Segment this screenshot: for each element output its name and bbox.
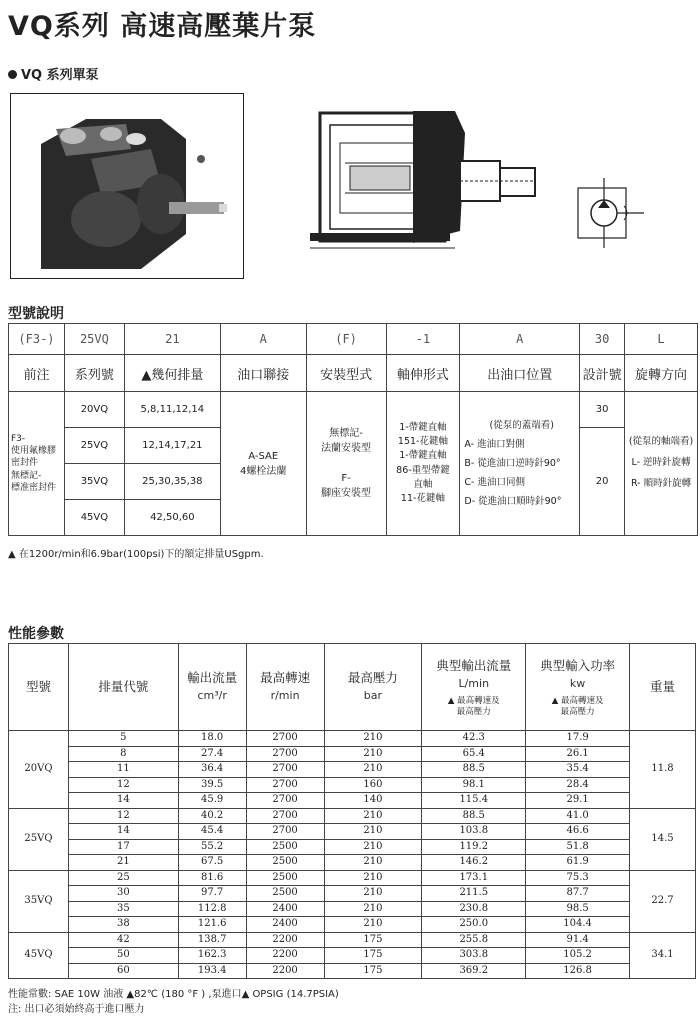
table-cell: 18.0 — [178, 731, 246, 747]
table-cell: 105.2 — [526, 948, 630, 964]
page-title: VQ系列 高速高壓葉片泵 — [8, 11, 317, 42]
model-cell: 45VQ — [9, 932, 69, 979]
table-cell: 210 — [324, 746, 422, 762]
table-cell: 2500 — [246, 870, 324, 886]
table-row — [9, 932, 696, 948]
table-cell: 210 — [324, 901, 422, 917]
table-cell: 42.3 — [422, 731, 526, 747]
weight-cell: 14.5 — [630, 808, 696, 870]
table-cell: 45.4 — [178, 824, 246, 840]
table-cell: 2400 — [246, 901, 324, 917]
table-row — [9, 746, 696, 762]
table-cell: 42 — [68, 932, 178, 948]
table-cell: 210 — [324, 855, 422, 871]
table-cell: 8 — [68, 746, 178, 762]
model-footnote: ▲ 在1200r/min和6.9bar(100psi)下的額定排量USgpm. — [8, 549, 264, 560]
table-cell: 210 — [324, 886, 422, 902]
table-cell: 46.6 — [526, 824, 630, 840]
table-cell: 210 — [324, 731, 422, 747]
model-cell: 25VQ — [9, 808, 69, 870]
performance-table: 型號 排量代號 輸出流量 cm³/r 最高轉速 r/min 最高壓力 bar 典型輸出流量 L/min ▲ 最高轉速及 最高壓力 典型輸入功率 kw ▲ 最高轉速及 最高壓力 重量 20VQ 5 18.0 2700 210 42.3 17.9 11.8 8 27.4 2700 210 65.4 26.1 11 36.4 2700 210 88.5 35.4 12 39.5 2700 160 98.1 28.4 14 45.9 2700 140 115.4 29.1 25VQ 12 40.2 2700 210 88.5 41.0 14.5 14 45.4 2700 210 103.8 46.6 17 55.2 2500 210 119.2 51.8 21 67.5 2500 210 146.2 61.9 35VQ 25 81.6 2500 210 173.1 75.3 22.7 30 97.7 2500 210 211.5 87.7 35 112.8 2400 210 230.8 98.5 38 121.6 2400 210 250.0 104.4 45VQ 42 138.7 2200 175 255.8 91.4 34.1 50 162.3 2200 175 303.8 105.2 60 193.4 2200 175 369.2 126.8 — [8, 643, 696, 979]
table-cell: 210 — [324, 808, 422, 824]
table-cell: 210 — [324, 917, 422, 933]
table-cell: 81.6 — [178, 870, 246, 886]
pump-photo — [10, 93, 244, 279]
table-row — [9, 870, 696, 886]
table-cell: 162.3 — [178, 948, 246, 964]
table-cell: 35.4 — [526, 762, 630, 778]
table-cell: 126.8 — [526, 963, 630, 979]
table-cell: 75.3 — [526, 870, 630, 886]
table-cell: 115.4 — [422, 793, 526, 809]
weight-cell: 22.7 — [630, 870, 696, 932]
table-cell: 175 — [324, 948, 422, 964]
table-cell: 61.9 — [526, 855, 630, 871]
table-cell: 12 — [68, 777, 178, 793]
table-row — [9, 731, 696, 747]
table-cell: 2700 — [246, 824, 324, 840]
table-cell: 55.2 — [178, 839, 246, 855]
table-cell: 146.2 — [422, 855, 526, 871]
table-cell: 2200 — [246, 932, 324, 948]
table-cell: 121.6 — [178, 917, 246, 933]
weight-cell: 34.1 — [630, 932, 696, 979]
model-cell: 20VQ — [9, 731, 69, 809]
table-cell: 255.8 — [422, 932, 526, 948]
table-row — [9, 824, 696, 840]
table-row — [9, 901, 696, 917]
table-cell: 369.2 — [422, 963, 526, 979]
table-cell: 87.7 — [526, 886, 630, 902]
table-cell: 17 — [68, 839, 178, 855]
table-cell: 2200 — [246, 963, 324, 979]
table-cell: 303.8 — [422, 948, 526, 964]
table-row — [9, 808, 696, 824]
model-cell: 35VQ — [9, 870, 69, 932]
table-cell: 88.5 — [422, 762, 526, 778]
table-cell: 2500 — [246, 886, 324, 902]
table-cell: 14 — [68, 824, 178, 840]
table-cell: 119.2 — [422, 839, 526, 855]
table-row — [9, 963, 696, 979]
table-cell: 210 — [324, 870, 422, 886]
table-cell: 104.4 — [526, 917, 630, 933]
table-cell: 138.7 — [178, 932, 246, 948]
table-cell: 211.5 — [422, 886, 526, 902]
table-cell: 30 — [68, 886, 178, 902]
perf-note-1: 性能常數: SAE 10W 油液 ▲82℃ (180 °F ) ,泵進口▲ OPSIG (14.7PSIA) — [8, 989, 339, 1000]
table-cell: 112.8 — [178, 901, 246, 917]
table-cell: 17.9 — [526, 731, 630, 747]
table-cell: 98.1 — [422, 777, 526, 793]
table-row — [9, 917, 696, 933]
table-row — [9, 839, 696, 855]
table-cell: 45.9 — [178, 793, 246, 809]
weight-cell: 11.8 — [630, 731, 696, 809]
table-cell: 210 — [324, 839, 422, 855]
prefix-notes: F3- 使用氟橡膠密封件 無標記- 標准密封件 — [9, 392, 65, 536]
table-cell: 103.8 — [422, 824, 526, 840]
table-cell: 39.5 — [178, 777, 246, 793]
table-cell: 2500 — [246, 839, 324, 855]
table-cell: 51.8 — [526, 839, 630, 855]
perf-section-title: 性能參數 — [8, 626, 64, 642]
section-subtitle: VQ 系列單泵 — [8, 64, 99, 83]
hydraulic-symbol — [572, 178, 647, 248]
table-cell: 50 — [68, 948, 178, 964]
table-cell: 28.4 — [526, 777, 630, 793]
model-section-title: 型號說明 — [8, 306, 64, 322]
table-cell: 26.1 — [526, 746, 630, 762]
table-cell: 38 — [68, 917, 178, 933]
table-cell: 173.1 — [422, 870, 526, 886]
table-cell: 14 — [68, 793, 178, 809]
table-cell: 2700 — [246, 793, 324, 809]
table-cell: 140 — [324, 793, 422, 809]
table-cell: 97.7 — [178, 886, 246, 902]
perf-note-2: 注: 出口必須始終高于進口壓力 — [8, 1004, 145, 1015]
table-cell: 210 — [324, 824, 422, 840]
table-cell: 2700 — [246, 746, 324, 762]
table-cell: 40.2 — [178, 808, 246, 824]
table-cell: 65.4 — [422, 746, 526, 762]
table-cell: 2700 — [246, 731, 324, 747]
table-cell: 27.4 — [178, 746, 246, 762]
cross-section-drawing — [305, 103, 545, 263]
table-row — [9, 793, 696, 809]
table-cell: 193.4 — [178, 963, 246, 979]
table-cell: 230.8 — [422, 901, 526, 917]
model-code-table: (F3-) 25VQ 21 A (F) -1 A 30 L 前注 系列號 ▲幾何排量 油口聯接 安裝型式 軸伸形式 出油口位置 設計號 旋轉方向 F3- 使用氟橡膠密封件 無標記- 標准密封件 20VQ 5,8,11,12,14 A-SAE 4螺栓法蘭 無標記- 法蘭安裝型 F- 腳座安裝型 1-帶鍵直軸 151-花鍵軸 1-帶鍵直軸 86-重型帶鍵 直軸 11-花鍵軸 (從泵的蓋端看) A- 進油口對側 B- 從進油口逆時針90° C- 進油口同側 D- 從進油口順時針90° 30 (從泵的軸端看) L- 逆時針旋轉 R- 順時針旋轉 25VQ 12,14,17,21 20 35VQ 25,30,35,38 45VQ 42,50,60 — [8, 323, 698, 536]
table-cell: 21 — [68, 855, 178, 871]
table-cell: 12 — [68, 808, 178, 824]
table-cell: 91.4 — [526, 932, 630, 948]
table-row — [9, 855, 696, 871]
table-cell: 11 — [68, 762, 178, 778]
table-cell: 175 — [324, 963, 422, 979]
table-cell: 250.0 — [422, 917, 526, 933]
table-cell: 210 — [324, 762, 422, 778]
table-cell: 60 — [68, 963, 178, 979]
table-cell: 29.1 — [526, 793, 630, 809]
table-row — [9, 886, 696, 902]
table-cell: 2700 — [246, 762, 324, 778]
table-cell: 36.4 — [178, 762, 246, 778]
table-cell: 41.0 — [526, 808, 630, 824]
table-cell: 2700 — [246, 777, 324, 793]
table-cell: 5 — [68, 731, 178, 747]
table-cell: 2200 — [246, 948, 324, 964]
table-cell: 98.5 — [526, 901, 630, 917]
table-cell: 2400 — [246, 917, 324, 933]
table-row — [9, 762, 696, 778]
table-cell: 2700 — [246, 808, 324, 824]
table-cell: 2500 — [246, 855, 324, 871]
table-cell: 67.5 — [178, 855, 246, 871]
table-cell: 160 — [324, 777, 422, 793]
table-row — [9, 948, 696, 964]
table-cell: 25 — [68, 870, 178, 886]
table-row — [9, 777, 696, 793]
table-cell: 175 — [324, 932, 422, 948]
table-cell: 35 — [68, 901, 178, 917]
table-cell: 88.5 — [422, 808, 526, 824]
